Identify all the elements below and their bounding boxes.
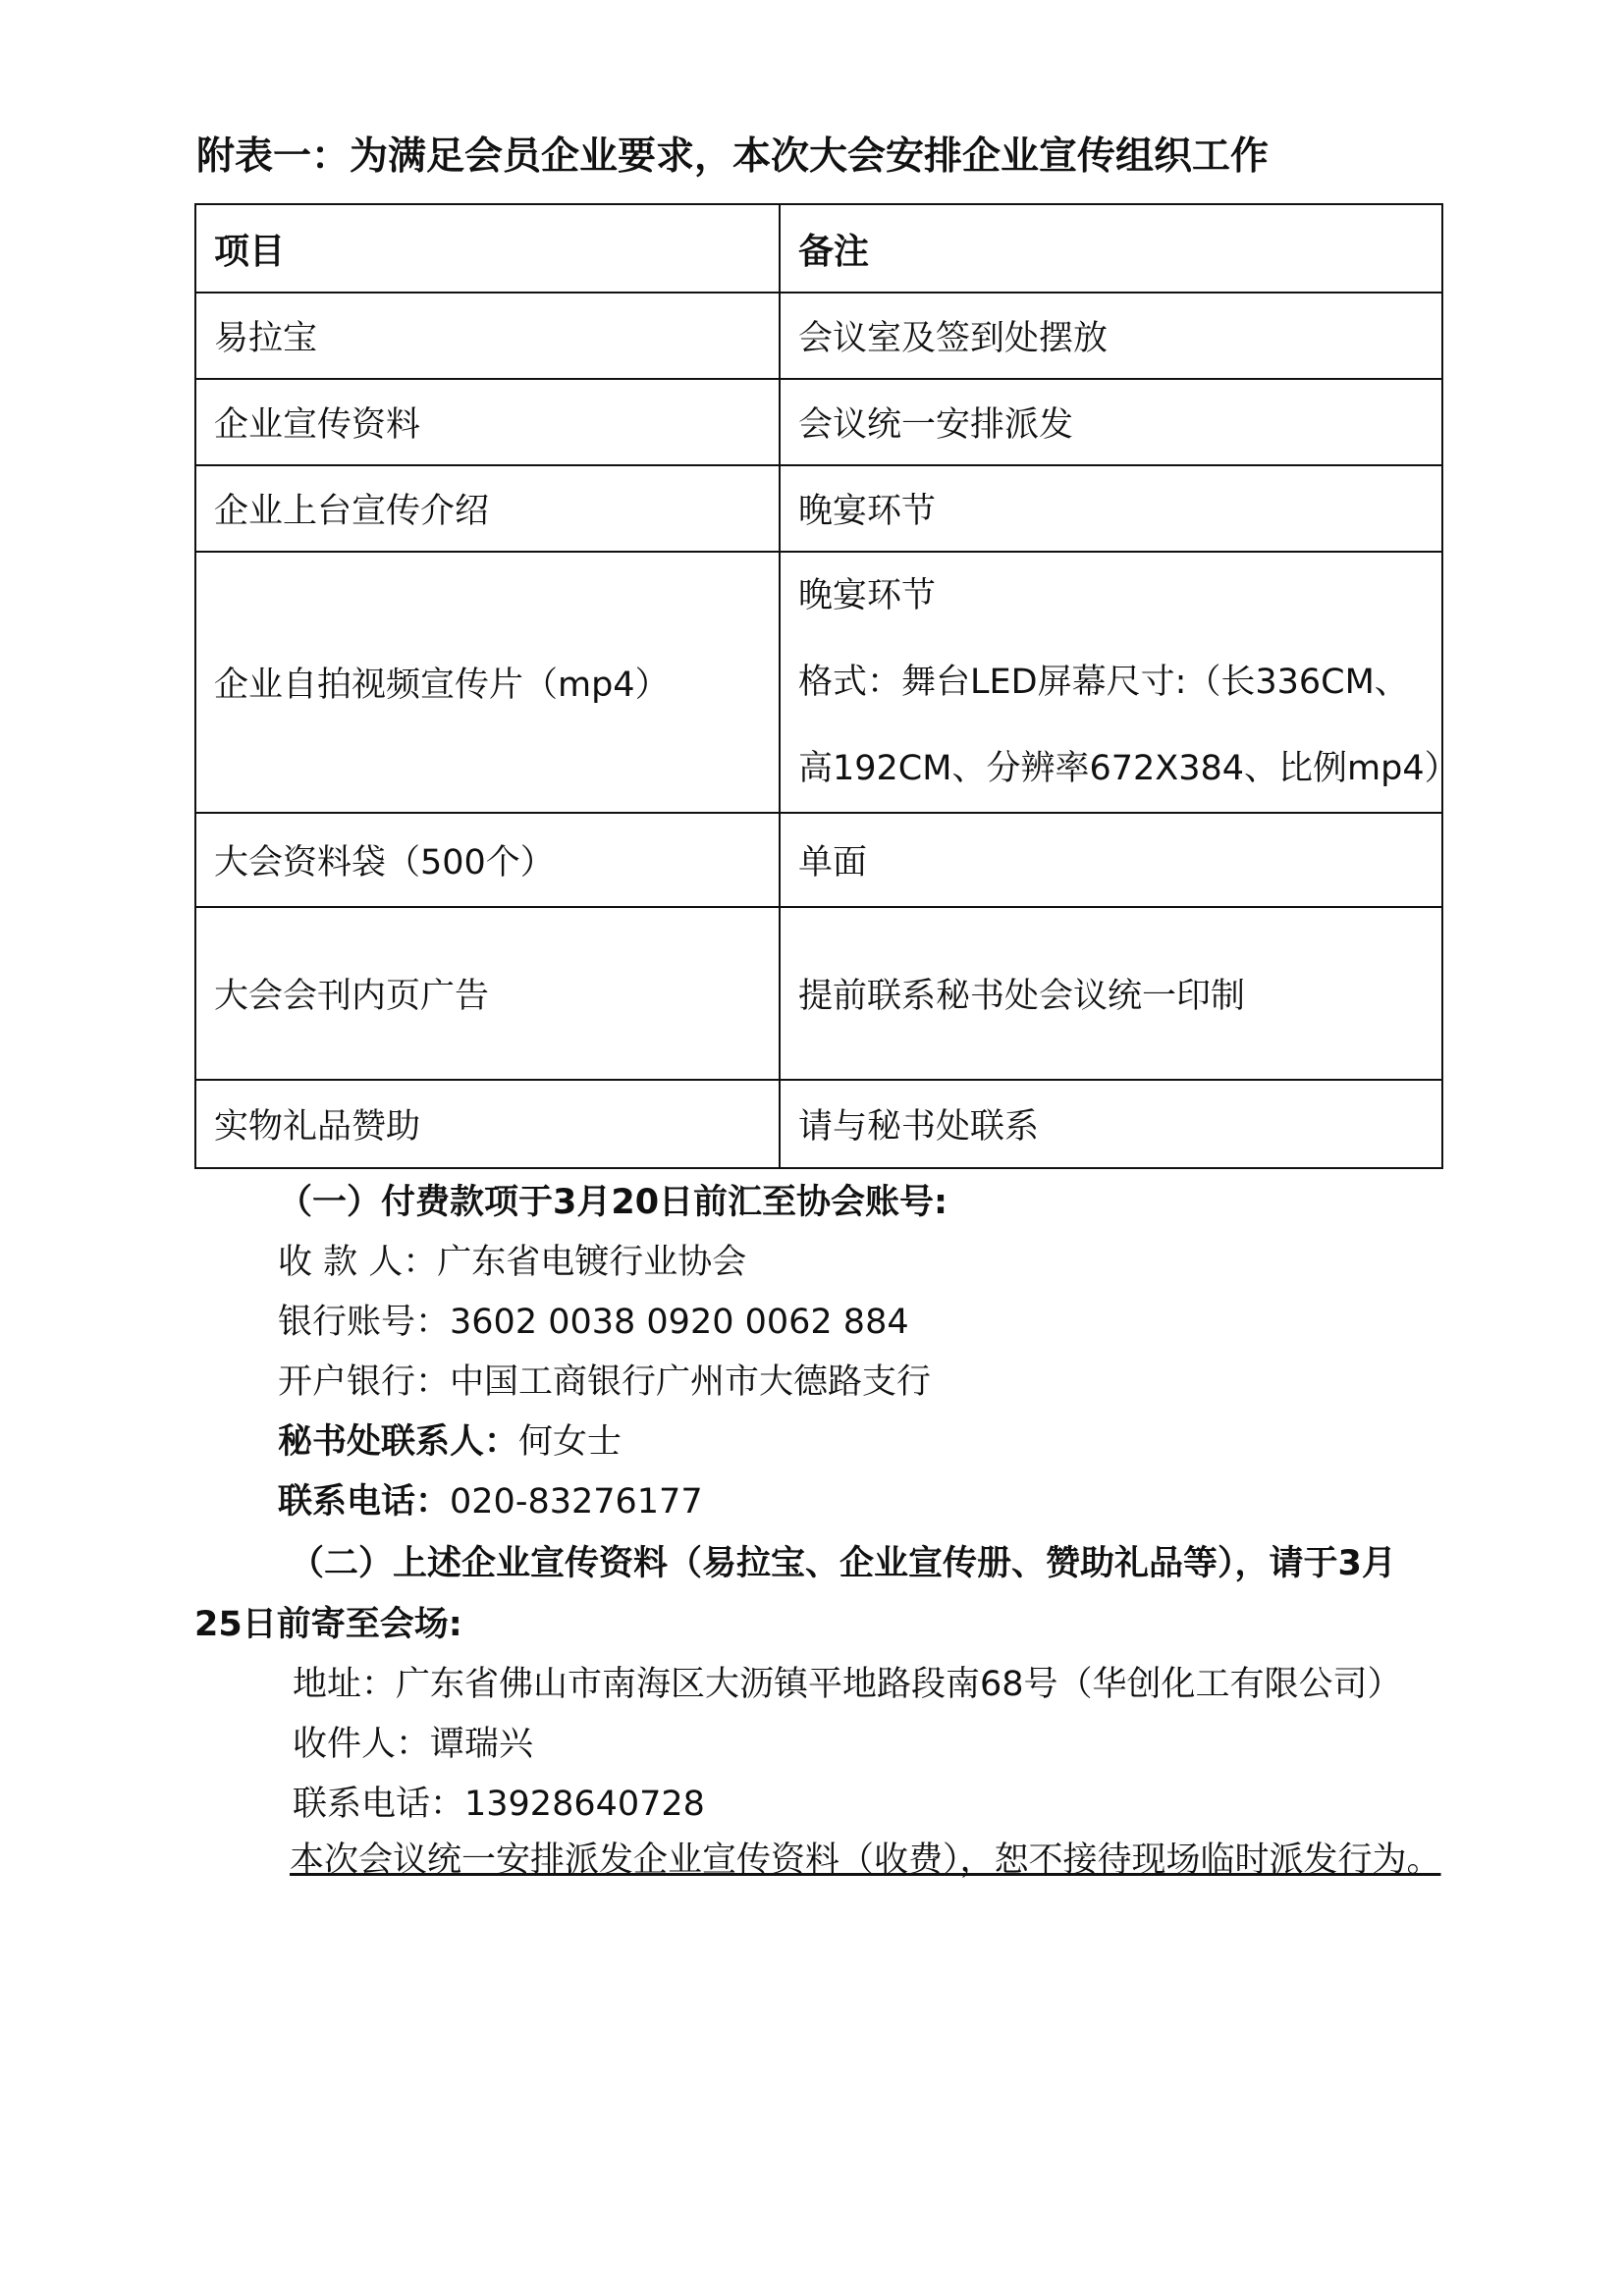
row-item: 企业自拍视频宣传片（mp4） (195, 552, 780, 813)
row-notes: 请与秘书处联系 (780, 1080, 1442, 1168)
table-row (195, 552, 1442, 813)
note-line: 晚宴环节 (798, 576, 937, 615)
phone-line (278, 1472, 947, 1532)
row-notes: 会议统一安排派发 (780, 379, 1442, 465)
row-notes: 提前联系秘书处会议统一印制 (780, 907, 1442, 1080)
header-notes: 备注 (780, 204, 1442, 293)
shipping-address: 地址：广东省佛山市南海区大沥镇平地路段南68号（华创化工有限公司） (293, 1665, 1402, 1704)
bank-line (278, 1353, 947, 1413)
shipping-recipient: 收件人：谭瑞兴 (293, 1725, 534, 1764)
contact-line (278, 1413, 947, 1472)
row-item: 易拉宝 (195, 293, 780, 379)
payee-value: 广东省电镀行业协会 (437, 1243, 747, 1282)
note-line: 高192CM、分辨率672X384、比例mp4） (798, 749, 1459, 788)
row-item: 大会会刊内页广告 (195, 907, 780, 1080)
phone-label: 联系电话： (278, 1482, 451, 1522)
row-notes (780, 552, 1459, 813)
payment-heading: （一）付费款项于3月20日前汇至协会账号: (278, 1183, 948, 1222)
shipping-heading (194, 1533, 1443, 1655)
shipping-heading-text: （二）上述企业宣传资料（易拉宝、企业宣传册、赞助礼品等），请于3月25日前寄至会场: (194, 1544, 1396, 1644)
table-row (195, 907, 1442, 1080)
bank-value: 中国工商银行广州市大德路支行 (450, 1362, 932, 1402)
table-row (195, 813, 1442, 907)
notice (194, 1830, 1443, 1891)
bank-label: 开户银行： (278, 1362, 451, 1402)
contact-label: 秘书处联系人： (278, 1422, 519, 1462)
phone-value: 020-83276177 (450, 1482, 703, 1522)
row-item: 大会资料袋（500个） (195, 813, 780, 907)
header-item: 项目 (195, 204, 780, 293)
table-row (195, 379, 1442, 465)
row-item: 企业上台宣传介绍 (195, 465, 780, 552)
shipping-phone: 联系电话：13928640728 (293, 1785, 705, 1824)
payee-label: 收 款 人： (278, 1243, 438, 1282)
account-line (278, 1293, 947, 1353)
page-title: 附表一：为满足会员企业要求，本次大会安排企业宣传组织工作 (196, 134, 1270, 179)
contact-value: 何女士 (518, 1422, 623, 1462)
table-row (195, 465, 1442, 552)
table-header-row (195, 204, 1442, 293)
account-value: 3602 0038 0920 0062 884 (450, 1303, 909, 1342)
account-label: 银行账号： (278, 1303, 451, 1342)
row-notes: 晚宴环节 (780, 465, 1442, 552)
table-row (195, 293, 1442, 379)
payee-line (278, 1233, 947, 1293)
table-row (195, 1080, 1442, 1168)
row-notes: 单面 (780, 813, 1442, 907)
row-item: 实物礼品赞助 (195, 1080, 780, 1168)
note-line: 格式：舞台LED屏幕尺寸:（长336CM、 (798, 663, 1409, 702)
row-item: 企业宣传资料 (195, 379, 780, 465)
payment-section (278, 1173, 947, 1532)
promotion-table (194, 203, 1459, 1169)
notice-text: 本次会议统一安排派发企业宣传资料（收费），恕不接待现场临时派发行为。 (290, 1841, 1441, 1880)
shipping-details (293, 1655, 1402, 1835)
row-notes: 会议室及签到处摆放 (780, 293, 1442, 379)
